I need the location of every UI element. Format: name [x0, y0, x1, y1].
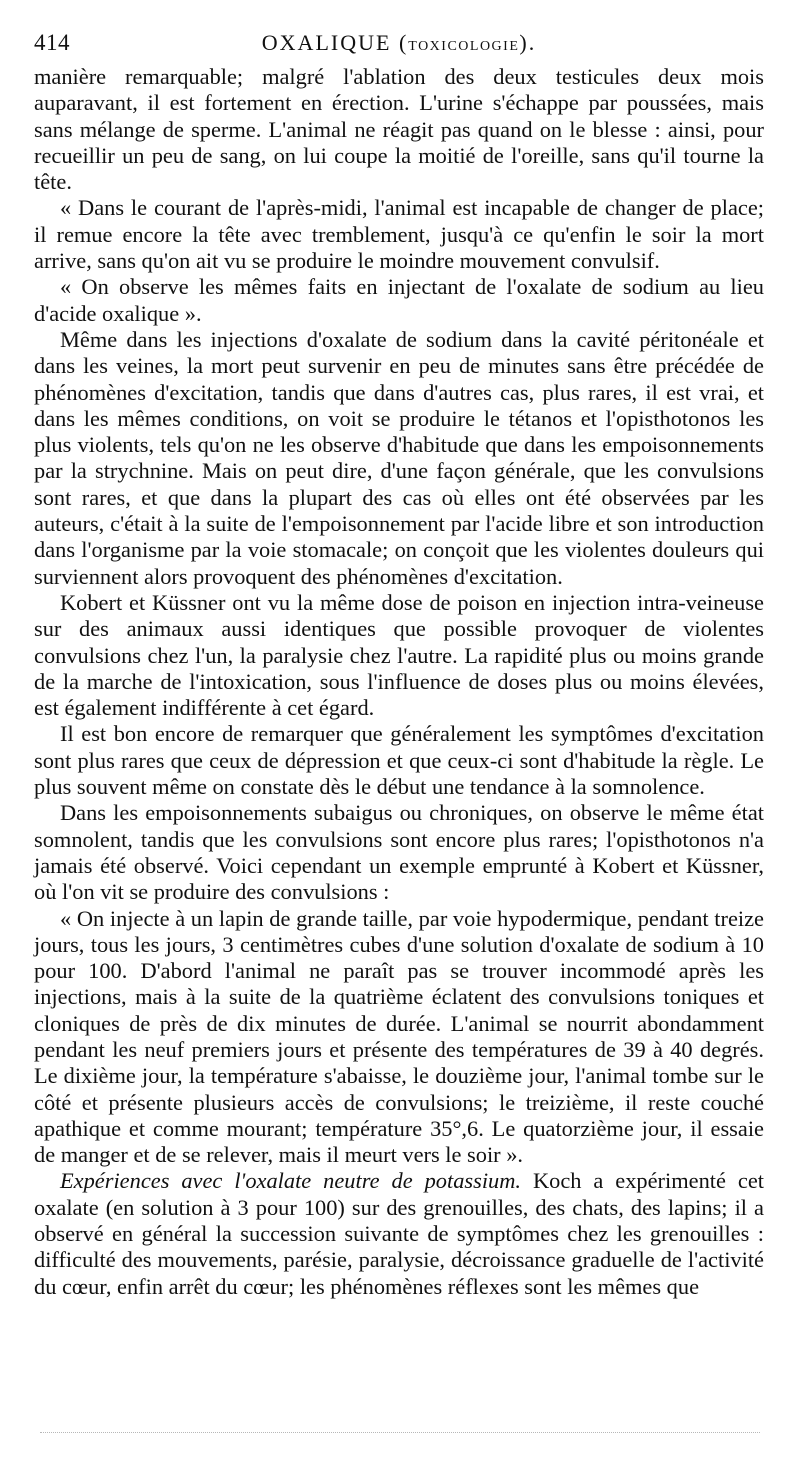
body-text — [34, 64, 764, 1300]
title-sub-open: ( — [398, 30, 409, 55]
paragraph-2: « Dans le courant de l'après-midi, l'animal est incapable de changer de place; il remue encore la tête avec tremblement, jusqu'à ce qu'enfin le soir la mort arrive, sans qu'on ait vu se produire le moindre mouvement convulsif. — [34, 195, 764, 274]
title-main: OXALIQUE — [261, 30, 392, 55]
paragraph-9-text: Koch a expérimenté cet oxalate (en solution à 3 pour 100) sur des grenouilles, des chats, des lapins; il a observé en général la succession suivante de symptômes chez les grenouilles : difficulté des mouvements, parésie, paralysie, décroissance graduelle de l'activité du cœur, enfin arrêt du cœur; les phénomènes réflexes sont les mêmes que — [34, 1168, 764, 1299]
page-number: 414 — [34, 30, 70, 55]
bottom-margin-marks — [40, 1432, 760, 1435]
paragraph-1: manière remarquable; malgré l'ablation des deux testicules deux mois auparavant, il est fortement en érection. L'urine s'échappe par poussées, mais sans mélange de sperme. L'animal ne réagit pas quand on le blesse : ainsi, pour recueillir un peu de sang, on lui coupe la moitié de l'oreille, sans qu'il tourne la tête. — [34, 64, 764, 195]
running-head — [34, 30, 764, 60]
paragraph-4: Même dans les injections d'oxalate de sodium dans la cavité péritonéale et dans les veines, la mort peut survenir en peu de minutes sans être précédée de phénomènes d'excitation, tandis que dans d'autres cas, plus rares, il est vrai, et dans les mêmes conditions, on voit se produire le tétanos et l'opisthotonos les plus violents, tels qu'on ne les observe d'habitude que dans les empoisonnements par la strychnine. Mais on peut dire, d'une façon générale, que les convulsions sont rares, et que dans la plupart des cas où elles ont été observées par les auteurs, c'était à la suite de l'empoisonnement par l'acide libre et son introduction dans l'organisme par la voie stomacale; on conçoit que les violentes douleurs qui surviennent alors provoquent des phénomènes d'excitation. — [34, 326, 764, 589]
paragraph-9 — [34, 1168, 764, 1299]
title-sub-close: ). — [519, 30, 537, 55]
paragraph-8: « On injecte à un lapin de grande taille, par voie hypodermique, pendant treize jours, tous les jours, 3 centimètres cubes d'une solution d'oxalate de sodium à 10 pour 100. D'abord l'animal ne paraît pas se trouver incommodé après les injections, mais à la suite de la quatrième éclatent des convulsions toniques et cloniques de près de dix minutes de durée. L'animal se nourrit abondamment pendant les neuf premiers jours et présente des températures de 39 à 40 degrés. Le dixième jour, la température s'abaisse, le douzième jour, l'animal tombe sur le côté et présente plusieurs accès de convulsions; le treizième, il reste couché apathique et comme mourant; température 35°,6. Le quatorzième jour, il essaie de manger et de se relever, mais il meurt vers le soir ». — [34, 905, 764, 1168]
paragraph-6: Il est bon encore de remarquer que généralement les symptômes d'excitation sont plus rares que ceux de dépression et que ceux-ci sont d'habitude la règle. Le plus souvent même on constate dès le début une tendance à la somnolence. — [34, 721, 764, 800]
section-heading: Expériences avec l'oxalate neutre de potassium. — [60, 1168, 521, 1194]
paragraph-5: Kobert et Küssner ont vu la même dose de poison en injection intra-veineuse sur des animaux aussi identiques que possible provoquer de violentes convulsions chez l'un, la paralysie chez l'autre. La rapidité plus ou moins grande de la marche de l'intoxication, sous l'influence de doses plus ou moins élevées, est également indifférente à cet égard. — [34, 589, 764, 721]
title-sub: TOXICOLOGIE — [408, 39, 520, 54]
page-title — [34, 30, 764, 56]
paragraph-7: Dans les empoisonnements subaigus ou chroniques, on observe le même état somnolent, tandis que les convulsions sont encore plus rares; l'opisthotonos n'a jamais été observé. Voici cependant un exemple emprunté à Kobert et Küssner, où l'on vit se produire des convulsions : — [34, 800, 764, 905]
paragraph-3: « On observe les mêmes faits en injectant de l'oxalate de sodium au lieu d'acide oxalique ». — [34, 274, 764, 326]
